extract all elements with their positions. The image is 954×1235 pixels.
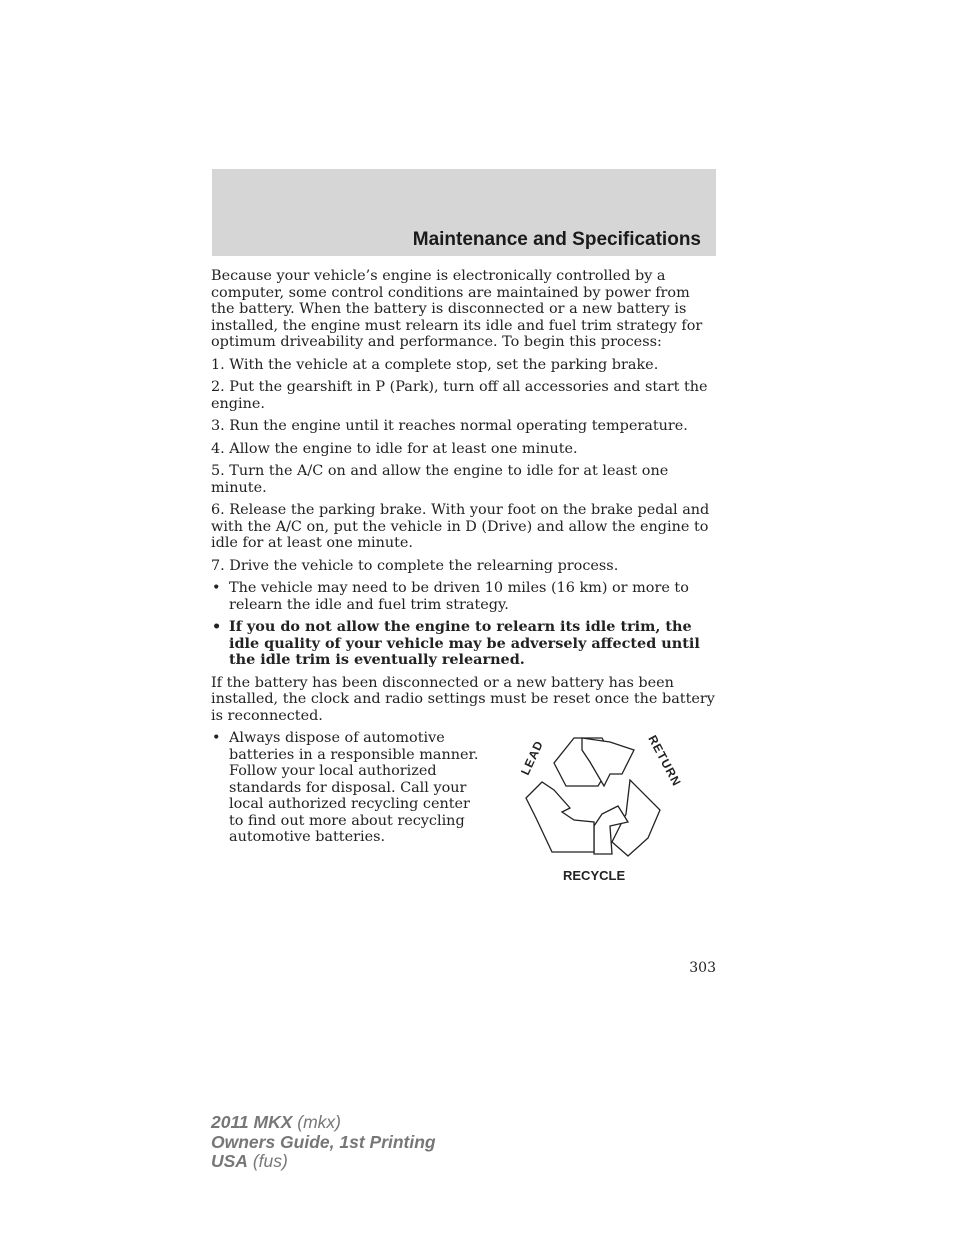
bullet-drive-note: [211, 580, 717, 613]
bullet-recycle: [211, 730, 479, 846]
step-6: 6. Release the parking brake. With your foot on the brake pedal and with the A/C on, put the vehicle in D (Drive) and allow the engine to idle for at least one minute.: [211, 502, 710, 551]
section-header-band: [212, 169, 716, 256]
footer-line-region: [211, 1152, 436, 1172]
footer-line-model: [211, 1113, 436, 1133]
lead-label: LEAD: [518, 738, 547, 778]
bullet-dot: •: [212, 580, 221, 596]
footer-model: 2011 MKX: [211, 1112, 293, 1132]
bullet-dot: •: [212, 730, 221, 746]
step-2: 2. Put the gearshift in P (Park), turn off all accessories and start the engine.: [211, 379, 708, 412]
bullet-recycle-text: Always dispose of automotive batteries in a responsible manner. Follow your local authorized standards for disposal. Call your local authorized recycling center to find out more about recycling automotive batteries.: [229, 730, 479, 845]
step-4: 4. Allow the engine to idle for at least one minute.: [211, 440, 578, 457]
page-content: [211, 268, 717, 900]
bullet-warning-text: If you do not allow the engine to relearn its idle trim, the idle quality of your vehicle may be adversely affected until the idle trim is eventually relearned.: [229, 618, 700, 668]
footer-region-code: (fus): [252, 1151, 288, 1171]
page-number: 303: [689, 960, 716, 976]
footer-guide: Owners Guide, 1st Printing: [211, 1131, 436, 1152]
recycle-arrow-left-icon: [526, 782, 594, 852]
footer: [211, 1113, 436, 1172]
footer-model-code: (mkx): [297, 1112, 341, 1132]
reset-note-paragraph: If the battery has been disconnected or a new battery has been installed, the clock and radio settings must be reset once the battery is reconnected.: [211, 674, 715, 724]
step-7: 7. Drive the vehicle to complete the relearning process.: [211, 557, 619, 574]
recycle-label: RECYCLE: [563, 868, 626, 883]
step-5: 5. Turn the A/C on and allow the engine to idle for at least one minute.: [211, 463, 669, 496]
recycle-symbol-icon: [506, 730, 696, 890]
step-1: 1. With the vehicle at a complete stop, set the parking brake.: [211, 356, 659, 373]
step-3: 3. Run the engine until it reaches normal operating temperature.: [211, 418, 688, 434]
footer-region: USA: [211, 1151, 248, 1171]
bullet-drive-note-text: The vehicle may need to be driven 10 miles (16 km) or more to relearn the idle and fuel trim strategy.: [229, 580, 689, 613]
recycle-section: [211, 730, 717, 900]
return-label: RETURN: [645, 732, 685, 789]
bullet-dot: •: [212, 618, 222, 635]
footer-line-guide: [211, 1133, 436, 1153]
section-title: Maintenance and Specifications: [412, 229, 701, 250]
intro-paragraph: Because your vehicle’s engine is electronically controlled by a computer, some control conditions are maintained by power from the battery. When the battery is disconnected or a new battery is installed, the engine must relearn its idle and fuel trim strategy for optimum driveability and performance. To begin this process:: [211, 268, 703, 350]
bullet-warning: [211, 619, 717, 669]
